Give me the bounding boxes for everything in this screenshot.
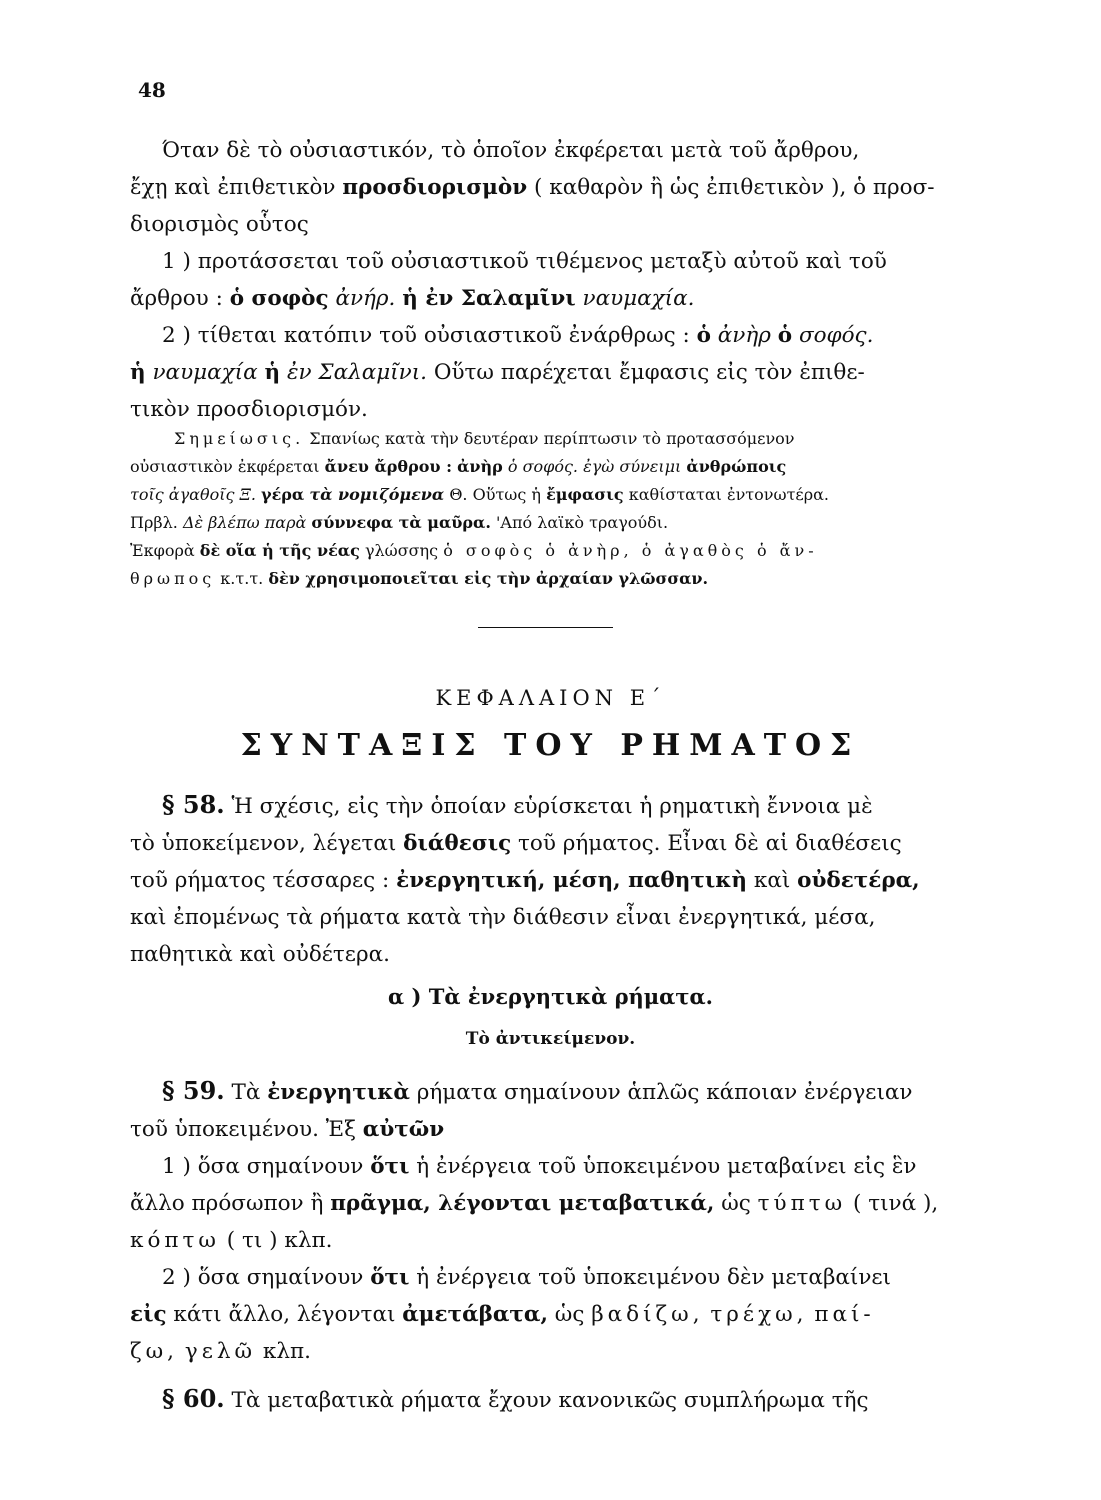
intro-line-2-a: ἔχῃ καὶ ἐπιθετικὸν	[130, 175, 336, 200]
note-italic-2e: ἐγὼ σύνειμι	[583, 457, 682, 476]
note-text-2a: οὐσιαστικὸν ἐκφέρεται	[130, 457, 320, 476]
rule-2-example-4: ἐν Σαλαμῖνι.	[286, 360, 427, 385]
note-text-3d: Θ. Οὕτως ἡ	[449, 485, 541, 504]
section-59-item-2-line-2	[98, 1296, 875, 1333]
section-60-paragraph	[130, 1380, 980, 1419]
note-italic-2d: ὁ σοφός.	[507, 457, 579, 476]
note-line-5	[130, 541, 818, 560]
section-58-paragraph	[130, 786, 980, 973]
s59-i2-spaced-i: τρέχω,	[710, 1302, 808, 1327]
note-bold-3e: ἔμφασις	[546, 485, 624, 504]
note-text-4d: 'Από λαϊκὸ τραγούδι.	[496, 513, 669, 532]
intro-line-2-c: ( καθαρὸν ἢ ὡς ἐπιθετικὸν ), ὁ προσ-	[534, 175, 935, 200]
s59-text-2a: τοῦ ὑποκειμένου. Ἐξ	[130, 1117, 356, 1142]
rule-2-example-noun: ἀνὴρ	[717, 323, 771, 348]
note-bold-6c: δὲν χρησιμοποιεῖται εἰς τὴν ἀρχαίαν γλῶσσαν.	[268, 569, 709, 588]
s58-text-3c: καὶ	[753, 868, 791, 893]
rule-1-line-1: 1 ) προτάσσεται τοῦ οὐσιαστικοῦ τιθέμενος μεταξὺ αὐτοῦ καὶ τοῦ	[162, 249, 887, 274]
note-bold-5b: δὲ οἵα ἡ τῆς νέας	[199, 541, 360, 560]
section-60	[130, 1380, 980, 1419]
rule-2-line-2	[98, 354, 865, 391]
s60-text-1b: ρήματα ἔχουν κανονικῶς συμπλήρωμα τῆς	[400, 1388, 869, 1413]
s59-text-1c: ρήματα σημαίνουν ἁπλῶς κάποιαν ἐνέργειαν	[416, 1080, 913, 1105]
s59-i1-spaced-i: κόπτω	[130, 1228, 220, 1253]
section-59-item-2	[130, 1259, 980, 1370]
intro-line-1: Όταν δὲ τὸ οὐσιαστικόν, τὸ ὁποῖον ἐκφέρεται μετὰ τοῦ ἄρθρου,	[162, 138, 860, 163]
note-spaced-6a: θρωπος	[130, 569, 216, 588]
note-italic-3a: τοῖς ἀγαθοῖς Ξ.	[130, 485, 256, 504]
note-text-5a: Ἐκφορὰ	[130, 541, 195, 560]
section-58-line-5: παθητικὰ καὶ οὐδέτερα.	[130, 942, 390, 967]
subheading-object: Τὸ ἀντικείμενον.	[465, 1029, 636, 1049]
note-spaced-5d: ὁ σοφὸς ὁ ἀνὴρ, ὁ ἀγαθὸς ὁ ἄν-	[443, 541, 818, 560]
section-58-number: § 58.	[162, 790, 225, 819]
note-text-5c: γλώσσης	[364, 541, 439, 560]
s58-text-2c: τοῦ ρήματος. Εἶναι δὲ αἱ διαθέσεις	[518, 831, 902, 856]
s59-i1-spaced-g: τύπτω	[757, 1191, 847, 1216]
s59-i2-spaced-k: ζω,	[130, 1339, 179, 1364]
note-label: Σημείωσις.	[174, 429, 305, 448]
s59-i2-bold-d: εἰς	[130, 1302, 167, 1327]
note-italic-4b: Δὲ βλέπω παρὰ	[182, 513, 307, 532]
chapter-label: ΚΕΦΑΛΑΙΟΝ Ε΄	[435, 686, 666, 710]
section-58-line-1: Ἡ σχέσις, εἰς τὴν ὁποίαν εὑρίσκεται ἡ ρηματικὴ ἔννοια μὲ	[231, 794, 873, 819]
s59-i2-bold-f: ἀμετάβατα,	[402, 1302, 548, 1327]
note-line-2	[86, 453, 786, 481]
rule-2-article-2: ὁ	[777, 323, 793, 348]
s58-bold-3b: ἐνεργητική, μέση, παθητικὴ	[396, 868, 748, 893]
note-bold-2b: ἄνευ ἄρθρου :	[324, 457, 452, 476]
s58-text-3a: τοῦ ρήματος τέσσαρες :	[130, 868, 390, 893]
rule-1	[130, 243, 980, 317]
s59-i1-text-c: ἡ ἐνέργεια τοῦ ὑποκειμένου μεταβαίνει εἰς ἓν	[416, 1154, 917, 1179]
s59-i1-text-j: ( τι ) κλπ.	[226, 1228, 333, 1253]
section-60-number: § 60.	[162, 1384, 225, 1413]
rule-2-text: 2 ) τίθεται κατόπιν τοῦ οὐσιαστικοῦ ἐνάρθρως :	[162, 323, 690, 348]
s59-bold-1b: ἐνεργητικὰ	[267, 1080, 410, 1105]
s58-text-2a: τὸ ὑποκείμενον, λέγεται	[130, 831, 397, 856]
s59-i2-bold-b: ὅτι	[370, 1265, 410, 1290]
section-58-line-2	[98, 825, 902, 862]
intro-paragraph	[130, 132, 980, 243]
intro-bold-term: προσδιορισμὸν	[342, 175, 528, 200]
section-59-number: § 59.	[162, 1076, 225, 1105]
s59-i1-text-h: ( τινά ),	[853, 1191, 939, 1216]
note-bold-3b: γέρα	[261, 485, 305, 504]
s59-i2-spaced-j: παί-	[814, 1302, 875, 1327]
rule-1-italic-example: ἀνήρ.	[335, 286, 396, 311]
intro-section	[130, 132, 980, 428]
note-text-6b: κ.τ.τ.	[220, 569, 264, 588]
note-bold-4c: σύννεφα τὰ μαῦρα.	[311, 513, 491, 532]
section-58-line-3	[98, 862, 920, 899]
s59-i1-bold-e: πρᾶγμα, λέγονται μεταβατικά,	[330, 1191, 715, 1216]
rule-2-line-3: τικὸν προσδιορισμόν.	[130, 397, 368, 422]
note-text-3f: καθίσταται ἐντονωτέρα.	[628, 485, 829, 504]
section-59-item-2-line-3	[98, 1333, 311, 1370]
rule-2-article-3: ἡ	[130, 360, 146, 385]
note-bold-2f: ἀνθρώποις	[686, 457, 787, 476]
s58-bold-3d: οὐδετέρα,	[797, 868, 920, 893]
note-line-4	[86, 509, 668, 537]
rule-2-example-3: ναυμαχία	[152, 360, 258, 385]
rule-1-bold-example-2: ἡ ἐν Σαλαμῖνι	[402, 286, 576, 311]
s59-i1-text-f: ὡς	[721, 1191, 751, 1216]
note-text-4a: Πρβλ.	[130, 513, 178, 532]
section-59	[130, 1072, 980, 1370]
s60-text-1a: Τὰ μεταβατικὰ	[231, 1388, 394, 1413]
rule-1-text: ἄρθρου :	[130, 286, 223, 311]
note-line-1: Σπανίως κατὰ τὴν δευτέραν περίπτωσιν τὸ προτασσόμενον	[309, 429, 795, 448]
rule-2-example-adj: σοφός.	[798, 323, 874, 348]
note-section	[130, 425, 980, 593]
note-line-3	[86, 481, 829, 509]
rule-2-article: ὁ	[696, 323, 711, 348]
section-59-item-1	[130, 1148, 980, 1259]
section-59-paragraph	[130, 1072, 980, 1148]
subheading-active-verbs: α ) Τὰ ἐνεργητικὰ ρήματα.	[388, 984, 713, 1009]
section-58	[130, 786, 980, 973]
s59-i2-text-a: 2 ) ὅσα σημαίνουν	[162, 1265, 364, 1290]
s59-bold-2b: αὐτῶν	[362, 1117, 445, 1142]
note-paragraph	[130, 425, 980, 593]
s58-bold-2b: διάθεσις	[403, 831, 512, 856]
s59-i2-text-e: κάτι ἄλλο, λέγονται	[173, 1302, 396, 1327]
note-bold-italic-3c: τὰ νομιζόμενα	[309, 485, 445, 504]
section-divider	[478, 627, 613, 628]
s59-i2-spaced-h: βαδίζω,	[591, 1302, 704, 1327]
rule-1-italic-example-2: ναυμαχία.	[582, 286, 695, 311]
rule-2-explanation: Οὕτω παρέχεται ἔμφασις εἰς τὸν ἐπιθε-	[433, 360, 865, 385]
chapter-title: ΣΥΝΤΑΞΙΣ ΤΟΥ ΡΗΜΑΤΟΣ	[240, 728, 861, 763]
s59-i2-text-g: ὡς	[554, 1302, 585, 1327]
page-number: 48	[138, 78, 166, 102]
rule-2	[130, 317, 980, 428]
s59-text-1a: Τὰ	[231, 1080, 261, 1105]
s59-i1-text-d: ἄλλο πρόσωπον ἢ	[130, 1191, 324, 1216]
rule-1-line-2	[98, 280, 694, 317]
rule-1-bold-example: ὁ σοφὸς	[229, 286, 329, 311]
section-59-line-2	[98, 1111, 444, 1148]
rule-2-article-4: ἡ	[264, 360, 281, 385]
intro-line-3: διορισμὸς οὗτος	[130, 212, 309, 237]
s59-i1-bold-b: ὅτι	[370, 1154, 410, 1179]
s59-i2-spaced-l: γελῶ	[184, 1339, 257, 1364]
section-59-item-1-line-2	[98, 1185, 938, 1222]
note-line-6	[86, 565, 708, 593]
note-bold-2c: ἀνὴρ	[457, 457, 503, 476]
section-58-line-4: καὶ ἐπομένως τὰ ρήματα κατὰ τὴν διάθεσιν εἶναι ἐνεργητικά, μέσα,	[130, 905, 876, 930]
s59-i1-text-a: 1 ) ὅσα σημαίνουν	[162, 1154, 364, 1179]
s59-i2-text-c: ἡ ἐνέργεια τοῦ ὑποκειμένου δὲν μεταβαίνει	[416, 1265, 891, 1290]
section-59-item-1-line-3	[98, 1222, 332, 1259]
s59-i2-text-m: κλπ.	[262, 1339, 311, 1364]
